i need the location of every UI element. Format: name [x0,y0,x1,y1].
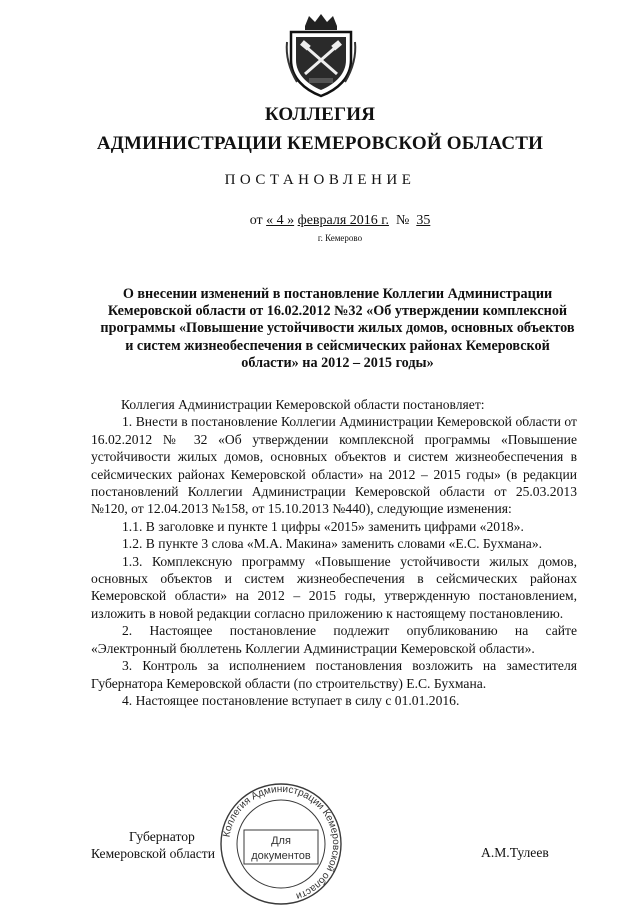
date-day: « 4 » [266,213,295,228]
signatory-name: А.М.Тулеев [481,845,549,860]
document-number: 35 [416,213,431,228]
date-month-year: февраля 2016 г. [297,213,389,228]
date-prefix: от [249,213,263,228]
body-paragraph-4: 4. Настоящее постановление вступает в силу с 01.01.2016. [122,692,460,708]
signatory-position-line2: Кемеровской области [91,846,216,862]
body-paragraph-3: 3. Контроль за исполнением постановления возложить на заместителя Губернатора Кемеровской области (по строительству) Е.С. Бухмана. [91,658,577,691]
body-paragraph-1: 1. Внести в постановление Коллегии Администрации Кемеровской области от 16.02.2012 № 32 «Об утверждении комплексной программы «Повышение устойчивости жилых домов, основных объектов и систем жизнеобеспечения в сейсмических районах Кемеровской области» на 2012 – 2015 годы» (в редакции постановлений Коллегии Администрации Кемеровской области от 25.03.2013 №120, от 12.04.2013 №158, от 15.10.2013 №440), следующие изменения: [91,414,577,517]
signatory-position-line1: Губернатор [129,829,195,844]
org-name-line2: АДМИНИСТРАЦИИ КЕМЕРОВСКОЙ ОБЛАСТИ [96,133,544,154]
body-paragraph-1-1: 1.1. В заголовке и пункте 1 цифры «2015» заменить цифрами «2018». [122,518,524,534]
signatory-position [91,828,215,863]
org-name-line1: КОЛЛЕГИЯ [264,104,376,125]
number-sign: № [395,213,410,228]
body-paragraph-2: 2. Настоящее постановление подлежит опубликованию на сайте «Электронный бюллетень Коллегии Администрации Кемеровской области». [91,623,577,656]
body-paragraph-1-2: 1.2. В пункте 3 слова «М.А. Макина» заменить словами «Е.С. Бухмана». [122,536,543,552]
city: г. Кемерово [317,233,363,243]
coat-of-arms-icon [283,12,359,98]
body-intro: Коллегия Администрации Кемеровской области постановляет: [121,397,485,412]
seal-center-line2: документов [251,850,311,862]
document-body [91,396,577,709]
seal-stamp [206,780,356,905]
seal-center-line1: Для [271,835,291,847]
seal-ring-text: Коллегия Администрации Кемеровской области [221,783,342,902]
document-title: О внесении изменений в постановление Коллегии Администрации Кемеровской области от 16.02.2012 №32 «Об утверждении комплексной программы «Повышение устойчивости жилых домов, основных объектов и систем жизнеобеспечения в сейсмических районах Кемеровской области» на 2012 – 2015 годы» [100,286,575,371]
date-line [0,213,640,229]
document-type: ПОСТАНОВЛЕНИЕ [224,172,416,188]
body-paragraph-1-3: 1.3. Комплексную программу «Повышение устойчивости жилых домов, основных объектов и систем жизнеобеспечения в сейсмических районах Кемеровской области» на 2012 – 2015 годы, утвержденную постановлением, изложить в новой редакции согласно приложению к настоящему постановлению. [91,553,577,621]
